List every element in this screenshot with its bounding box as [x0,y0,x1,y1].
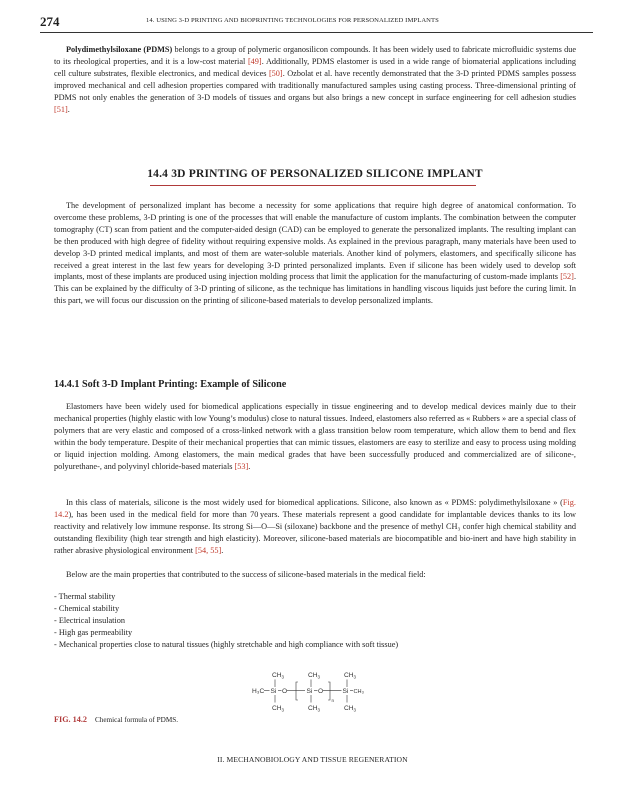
list-item: - Thermal stability [54,591,576,603]
caption-text: Chemical formula of PDMS. [94,716,179,724]
pdms-chemical-formula [252,668,362,716]
text-run: . [67,104,70,114]
figure-label: FIG. 14.2 [54,715,87,724]
formula-ch3-bottom-right: $CH_3$ [344,705,356,713]
citation-53[interactable]: [53] [234,461,249,471]
section-heading: 14.4 3D PRINTING OF PERSONALIZED SILICONE IMPLANT [147,168,483,180]
repeat-bracket-right [328,682,330,700]
page-number: 274 [40,14,60,29]
figure-caption [54,715,178,724]
properties-list [54,591,576,651]
text-run: . Ozbolat et al. have recently demonstrated that the 3-D printed PDMS samples possess improved mechanical and cell adhesion properties compared with traditionally manufactured samples using casting process. Three-dimensional printing of PDMS not only enables the generation of 3-D models of tissues and organs but also brings a new concept in surface engineering for cell adhesion studies [54,68,576,102]
pdms-paragraph [54,44,576,115]
repeat-index: n [331,698,335,703]
citation-51[interactable]: [51] [54,104,68,114]
citation-54-55[interactable]: [54, 55] [195,545,222,555]
formula-ch3-bottom-left: $CH_3$ [272,705,284,713]
citation-52[interactable]: [52] [560,272,574,282]
formula-oxygen-left: O [282,688,288,695]
properties-intro: Below are the main properties that contributed to the success of silicone-based materials in the medical field: [66,570,426,579]
text-run: . [248,461,251,471]
formula-oxygen-middle: O [318,688,324,695]
citation-49[interactable]: [49] [247,56,262,66]
list-item: - High gas permeability [54,627,576,639]
formula-ch3-top-left: $CH_3$ [272,672,284,680]
formula-ch3-bottom-middle: $CH_3$ [308,705,320,713]
repeat-bracket-left [296,682,298,700]
list-item: - Mechanical properties close to natural tissues (highly stretchable and high compliance with soft tissue) [54,639,576,651]
section-paragraph [54,200,576,307]
text-run: . This can be explained by the difficulty of 3-D printing of silicone, as the technique has limitations in handling viscous liquids just before the curing limit. In this part, we will focus our discussion on the printing of silicone-based materials to develop personalized implants. [54,272,576,306]
list-item: - Electrical insulation [54,615,576,627]
page-footer: II. MECHANOBIOLOGY AND TISSUE REGENERATION [217,755,408,764]
formula-si-left: Si [270,688,277,695]
formula-left-methyl: H₃C [252,688,265,695]
text-run: In this class of materials, silicone is the most widely used for biomedical applications. Silicone, also known as « PDMS: polydimethylsiloxane » ( [66,498,563,507]
text-run: . [221,545,224,555]
text-run: Elastomers have been widely used for biomedical applications especially in tissue engineering and to develop medical devices mainly due to their mechanical properties (highly elastic with low Young’s modulus) close to natural tissues. Indeed, elastomers also referred as « Rubbers » are a special class of polymers that are very elastic and composed of a cross-linked network with a glass transition below room temperature, which allow them to bend and flex within the body temperature. Despite of their mechanical properties that can mimic tissues, elastomers are easy to sterilize and easy to process using molding or liquid injection molding. Among elastomers, the main medical grades that have been successfully produced and commercialized are of silicone-, polyurethane-, and polyvinyl chloride-based materials [54,402,576,471]
elastomers-paragraph [54,401,576,472]
header-rule [40,32,593,33]
text-run: The development of personalized implant has become a necessity for some applications that require high degree of anatomical conformation. To overcome these problems, 3-D printing is one of the processes that will enable the manufacture of custom implants. The combination between the computer tomography (CT) scan from patient and the computer-aided design (CAD) can be employed to generate the personalized implants. The resulting implant can be then produced with high degree of fidelity without requiring expensive molds. As explained in the previous paragraph, many materials have been used to develop 3-D printed medical implants, and most of them are water-soluble materials. Another kind of polymers, elastomers, and specifically silicone has received a great interest in the last few years for developing 3-D printed personalized implants. Even if silicone has been widely used to develop soft implants, most of these implants are produced using injection molding process that limit the application for the manufacturing of custom-made implants [54,201,576,282]
silicone-paragraph [54,497,576,557]
formula-right-methyl: CH₃ [353,689,364,695]
pdms-term: Polydimethylsiloxane (PDMS) [66,45,173,54]
page-header [40,14,593,32]
formula-ch3-top-middle: $CH_3$ [308,672,320,680]
text-run: . Additionally, PDMS elastomer is used in a wide range of biomaterial applications including cell culture substrates, flexible electronics, and medical devices [54,56,576,78]
subsection-heading: 14.4.1 Soft 3-D Implant Printing: Example of Silicone [54,379,287,390]
running-title: 14. USING 3-D PRINTING AND BIOPRINTING TECHNOLOGIES FOR PERSONALIZED IMPLANTS [146,17,439,24]
section-heading-rule [150,185,476,186]
formula-si-middle: Si [306,688,313,695]
figure-reference[interactable]: Fig. 14.2 [54,498,576,519]
formula-si-right: Si [342,688,349,695]
text-run: ), has been used in the medical field for more than 70 years. These materials represent a good candidate for implantable devices thanks to its low reactivity and relatively low immune response. Its strong Si—O—Si (siloxane) backbone and the presence of methyl CH₃ confer high chemical stability and outstanding flexibility (high tear strength and high elasticity). Moreover, silicone-based materials are biocompatible and bio-inert and have high stability in rather abrasive physiological environment [54,509,576,555]
citation-50[interactable]: [50] [268,68,283,78]
formula-ch3-top-right: $CH_3$ [344,672,356,680]
text-run: belongs to a group of polymeric organosilicon compounds. It has been widely used to fabricate microfluidic systems due to its rheological properties, and it is a low-cost material [54,45,576,66]
list-item: - Chemical stability [54,603,576,615]
